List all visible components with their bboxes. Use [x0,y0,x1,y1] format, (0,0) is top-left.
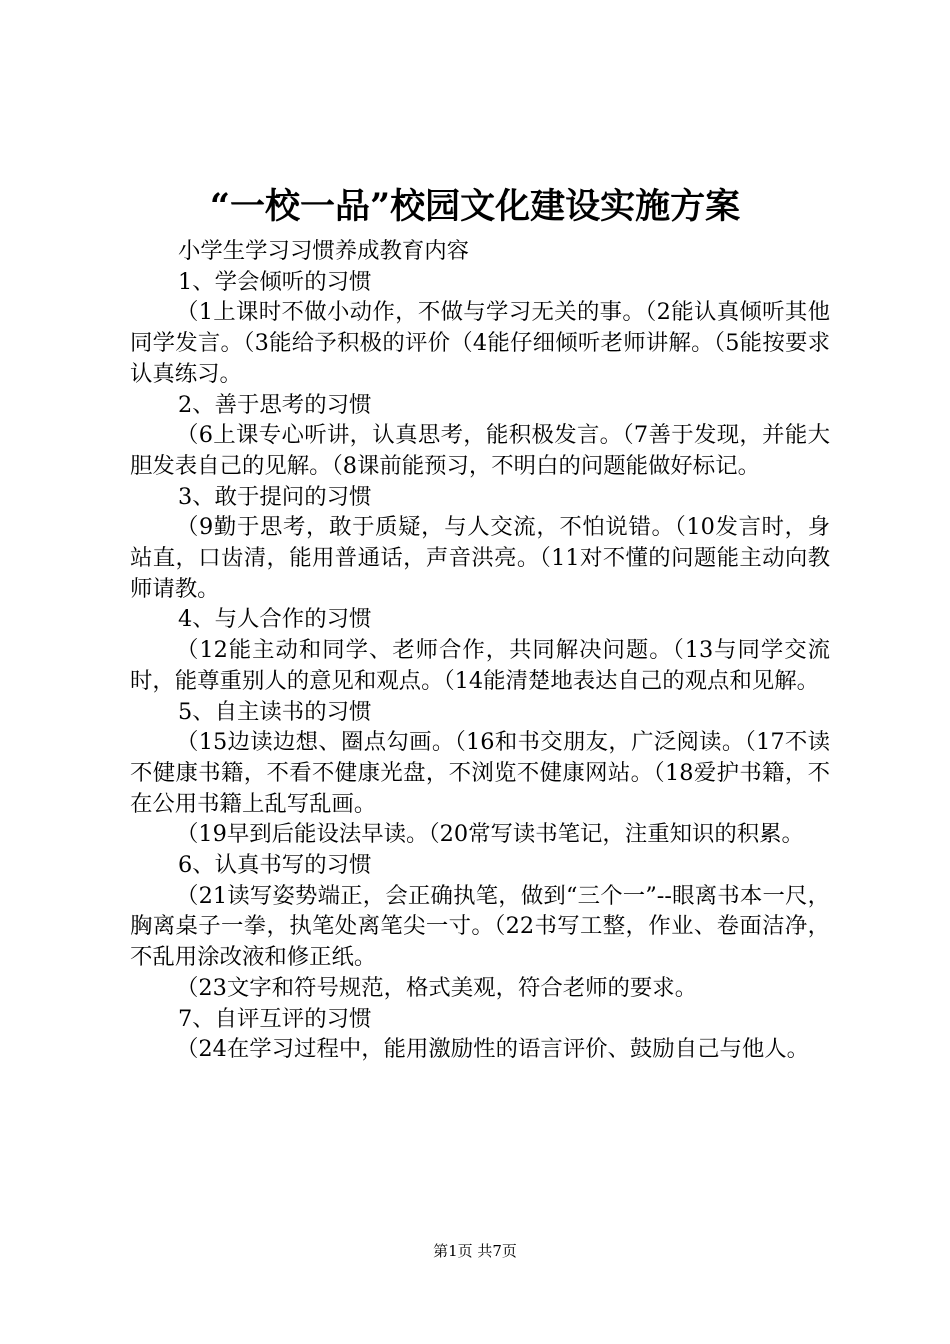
section-heading-6: 6、认真书写的习惯 [178,852,372,879]
section-body-3: （9勤于思考，敢于质疑，与人交流，不怕说错。（10发言时，身站直，口齿清，能用普通话，声音洪亮。（11对不懂的问题能主动向教师请教。 [130,514,830,602]
section-heading-1: 1、学会倾听的习惯 [178,268,372,295]
section-heading-4: 4、与人合作的习惯 [178,606,372,633]
section-body-4: （12能主动和同学、老师合作，共同解决问题。（13与同学交流时，能尊重别人的意见和观点。（14能清楚地表达自己的观点和见解。 [130,637,830,694]
section-body-6a: （21读写姿势端正，会正确执笔，做到“三个一”--眼离书本一尺，胸离桌子一拳，执笔处离笔尖一寸。（22书写工整，作业、卷面洁净，不乱用涂改液和修正纸。 [130,882,830,971]
section-heading-5: 5、自主读书的习惯 [178,698,372,725]
section-body-2: （6上课专心听讲，认真思考，能积极发言。（7善于发现，并能大胆发表自己的见解。（8课前能预习，不明白的问题能做好标记。 [130,422,830,479]
section-body-6b: （23文字和符号规范，格式美观，符合老师的要求。 [176,974,698,1001]
section-heading-2: 2、善于思考的习惯 [178,391,372,418]
section-heading-3: 3、敢于提问的习惯 [178,483,372,510]
page-footer: 第1页 共7页 [433,1242,517,1260]
section-body-5a: （15边读边想、圈点勾画。（16和书交朋友，广泛阅读。（17不读不健康书籍，不看不健康光盘，不浏览不健康网站。（18爱护书籍，不在公用书籍上乱写乱画。 [130,729,830,817]
section-body-5b: （19早到后能设法早读。（20常写读书笔记，注重知识的积累。 [176,821,804,848]
subtitle-paragraph: 小学生学习习惯养成教育内容 [178,238,470,264]
section-heading-7: 7、自评互评的习惯 [178,1005,372,1032]
document-body [130,236,830,1065]
section-body-7: （24在学习过程中，能用激励性的语言评价、鼓励自己与他人。 [176,1036,810,1063]
section-body-1: （1上课时不做小动作，不做与学习无关的事。（2能认真倾听其他同学发言。（3能给予积极的评价（4能仔细倾听老师讲解。（5能按要求认真练习。 [130,299,830,387]
document-title: “一校一品”校园文化建设实施方案 [209,186,741,227]
